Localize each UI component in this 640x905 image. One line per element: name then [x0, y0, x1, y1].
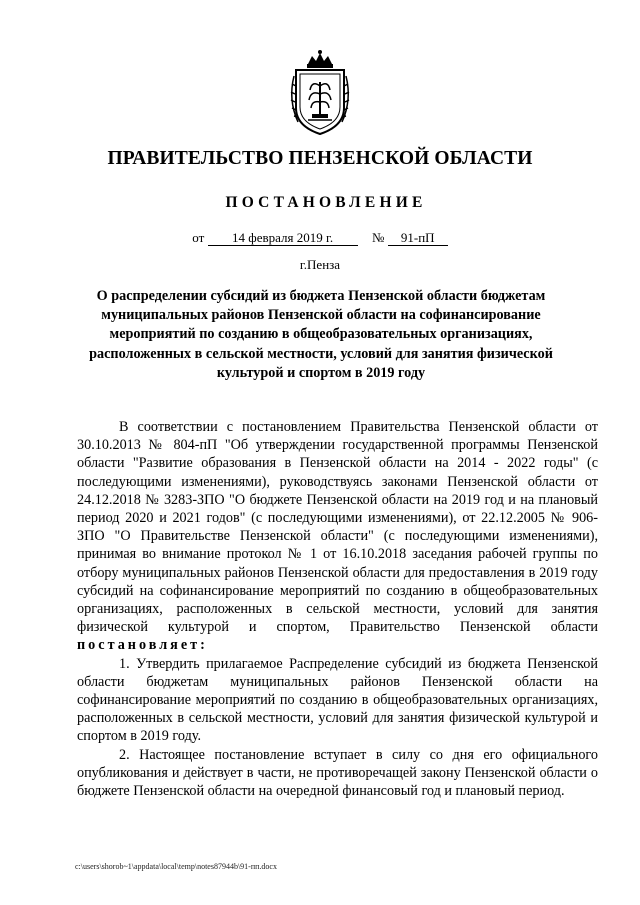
document-date: 14 февраля 2019 г.	[208, 231, 358, 246]
preamble-text: В соответствии с постановлением Правительства Пензенской области от 30.10.2013 № 804-пП "Об утверждении государственной программы Пензенской области "Развитие образования в Пензенской области на 2014 - 2022 годы" (с последующими изменениями), руководствуясь законами Пензенской области от 24.12.2018 № 3283-ЗПО "О бюджете Пензенской области на 2019 год и на плановый период 2020 и 2021 годов" (с последующими изменениями), от 22.12.2005 № 906-ЗПО "О Правительстве Пензенской области" (с последующими изменениями), принимая во внимание протокол № 1 от 16.10.2018 заседания рабочей группы по отбору муниципальных районов Пензенской области для предоставления в 2019 году субсидий на софинансирование мероприятий по созданию в общеобразовательных организациях, расположенных в сельской местности, условий для занятия физической культурой и спортом, Правительство Пензенской области	[77, 419, 598, 636]
item-2-paragraph: 2. Настоящее постановление вступает в силу со дня его официального опубликования и действует в части, не противоречащей закону Пензенской области о бюджете Пензенской области на очередной финансовый год и плановый период.	[77, 746, 598, 800]
resolves-word: постановляет:	[77, 637, 208, 654]
date-prefix: от	[192, 230, 205, 245]
date-number-line	[0, 230, 640, 246]
number-prefix: №	[372, 230, 385, 245]
document-number: 91-пП	[388, 231, 448, 246]
document-body	[77, 418, 598, 800]
document-type: ПОСТАНОВЛЕНИЕ	[225, 194, 427, 211]
government-title: ПРАВИТЕЛЬСТВО ПЕНЗЕНСКОЙ ОБЛАСТИ	[107, 148, 533, 169]
document-subject: О распределении субсидий из бюджета Пензенской области бюджетам муниципальных районов Пензенской области на софинансирование мероприятий по созданию в общеобразовательных организациях, расположенных в сельской местности, условий для занятия физической культурой и спортом в 2019 году	[89, 288, 553, 381]
file-path-footer: c:\users\shorob~1\appdata\local\temp\notes87944b\91-пп.docx	[75, 862, 277, 871]
city: г.Пенза	[299, 257, 341, 272]
preamble-paragraph	[77, 418, 598, 655]
coat-of-arms-icon	[286, 50, 354, 136]
item-1-paragraph: 1. Утвердить прилагаемое Распределение субсидий из бюджета Пензенской области бюджетам муниципальных районов Пензенской области на софинансирование мероприятий по созданию в общеобразовательных организациях, расположенных в сельской местности, условий для занятия физической культурой и спортом в 2019 году.	[77, 655, 598, 745]
